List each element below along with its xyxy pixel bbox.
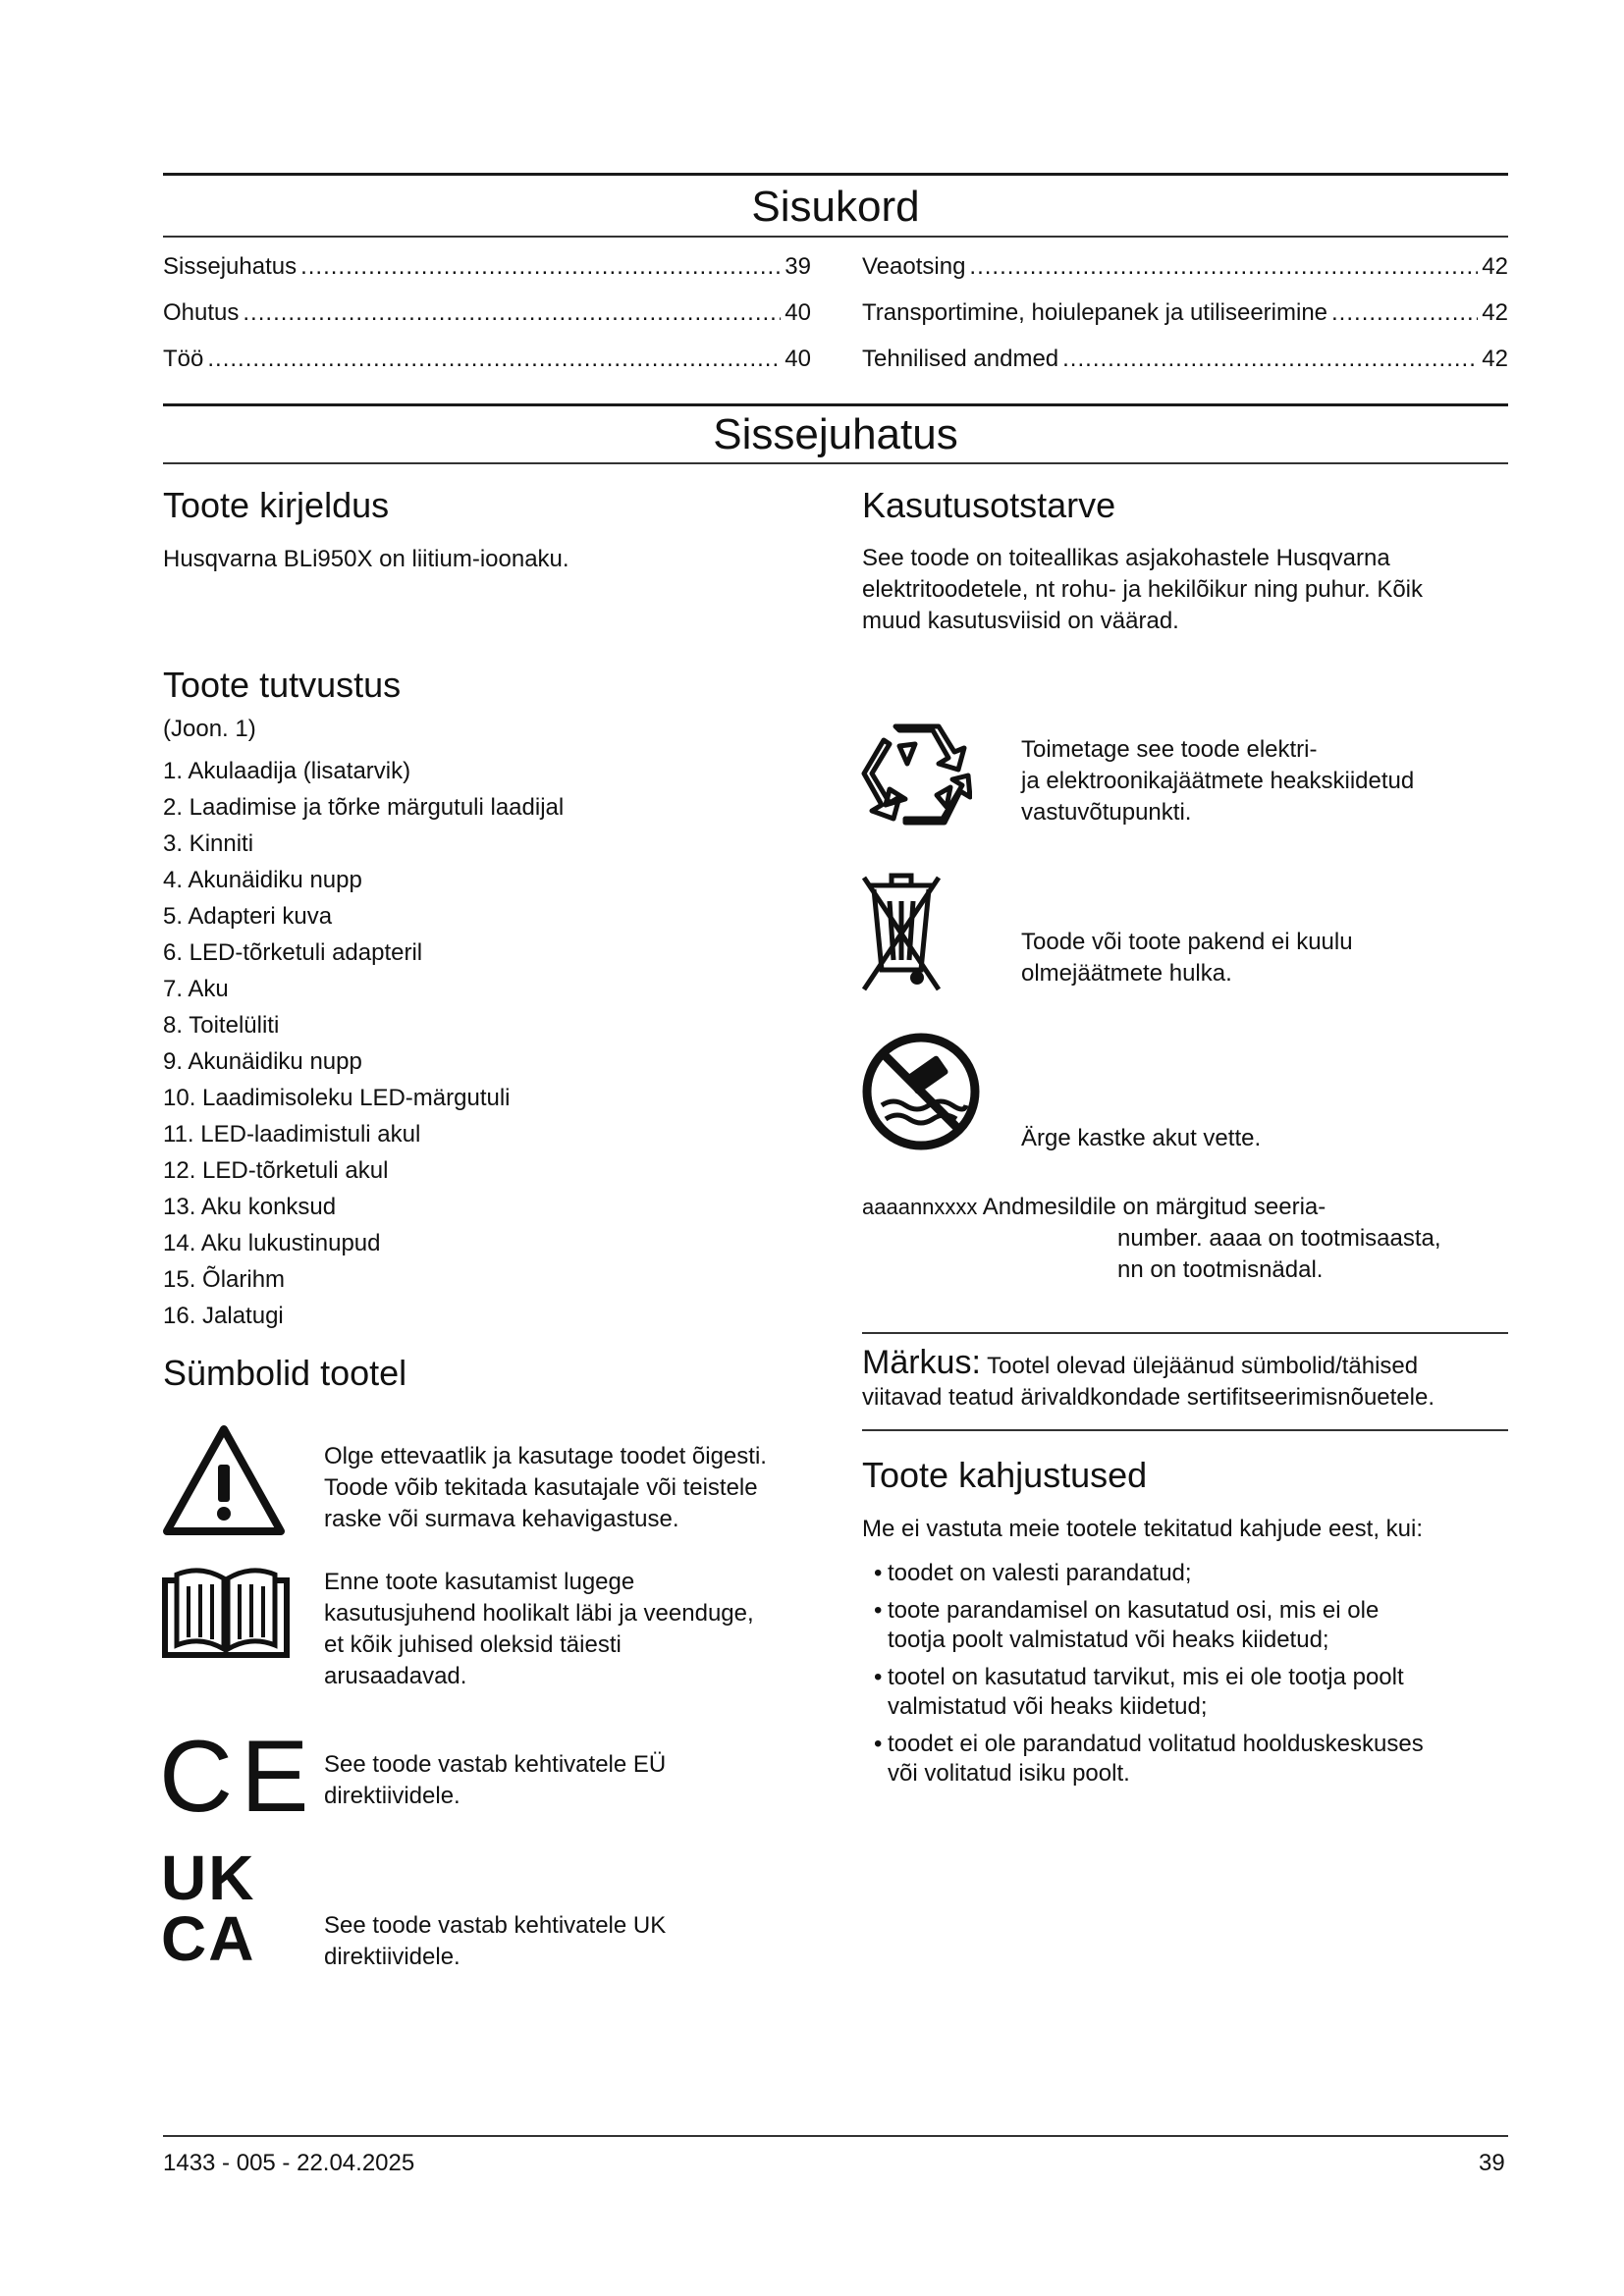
note-box (862, 1344, 1510, 1414)
crossed-out-bin-icon (860, 868, 943, 1000)
document-id: 1433 - 005 - 22.04.2025 (163, 2150, 415, 2176)
toc-entry-page: 42 (1482, 299, 1508, 326)
toc-entry-page: 42 (1482, 346, 1508, 372)
ce-symbol-text (324, 1749, 666, 1812)
toc-entry-label: Ohutus (163, 299, 240, 326)
toc-entry-label: Töö (163, 346, 204, 372)
toc-entry[interactable] (862, 342, 1508, 373)
ukca-mark-icon (161, 1842, 256, 1974)
list-item: • toote parandamisel on kasutatud osi, mis ei ole tootja poolt valmistatud või heaks kiidetud; (874, 1597, 1380, 1653)
toc-entry-label: Veaotsing (862, 253, 966, 280)
serial-info (862, 1192, 1441, 1286)
note-text-2: viitavad teatud ärivaldkondade sertifitseerimisnõuetele. (862, 1384, 1435, 1411)
toc-leader-dots (1331, 299, 1478, 327)
list-item: 12. LED-tõrketuli akul (163, 1157, 389, 1184)
recycle-line: Toimetage see toode elektri- (1021, 736, 1318, 763)
manual-symbol-text (324, 1567, 754, 1692)
ce-mark-icon: CE (159, 1720, 317, 1834)
product-parts-list (163, 753, 564, 1334)
note-label: Märkus: (862, 1344, 981, 1381)
no-water-text: Ärge kastke akut vette. (1021, 1125, 1262, 1151)
warning-triangle-icon (161, 1423, 287, 1542)
note-bottom-rule (862, 1429, 1508, 1431)
intro-top-rule (163, 403, 1508, 406)
serial-line-3: nn on tootmisnädal. (1117, 1256, 1324, 1283)
read-manual-icon (161, 1565, 291, 1664)
recycle-symbol-text (1021, 734, 1414, 828)
list-item: 4. Akunäidiku nupp (163, 867, 362, 893)
product-overview-heading: Toote tutvustus (163, 665, 402, 705)
toc-entry-page: 42 (1482, 253, 1508, 280)
note-text-1: Tootel olevad ülejäänud sümbolid/tähised (987, 1353, 1419, 1379)
list-item: 1. Akulaadija (lisatarvik) (163, 758, 411, 784)
list-item: 15. Õlarihm (163, 1266, 286, 1293)
toc-bottom-rule (163, 236, 1508, 238)
list-item: 3. Kinniti (163, 830, 254, 857)
ukca-symbol-text (324, 1910, 666, 1973)
toc-entry-label: Sissejuhatus (163, 253, 298, 280)
manual-line: kasutusjuhend hoolikalt läbi ja veenduge, (324, 1600, 754, 1627)
product-description-text: Husqvarna BLi950X on liitium-ioonaku. (163, 546, 569, 572)
serial-code: aaaannxxxx (862, 1195, 978, 1219)
serial-line-1: Andmesildile on märgitud seeria- (982, 1194, 1326, 1220)
footer-rule (163, 2135, 1508, 2137)
list-item: 16. Jalatugi (163, 1303, 284, 1329)
toc-entry[interactable] (862, 249, 1508, 281)
list-item: 13. Aku konksud (163, 1194, 337, 1220)
intro-bottom-rule (163, 462, 1508, 464)
warning-line: Toode võib tekitada kasutajale või teistele (324, 1474, 758, 1501)
ukca-line: direktiividele. (324, 1944, 460, 1970)
toc-entry[interactable] (163, 342, 811, 373)
list-item: 14. Aku lukustinupud (163, 1230, 381, 1256)
toc-entry-page: 40 (785, 299, 811, 326)
intended-use-line: elektritoodetele, nt rohu- ja hekilõikur ning puhur. Kõik (862, 576, 1424, 603)
list-item: 10. Laadimisoleku LED-märgutuli (163, 1085, 511, 1111)
intro-title: Sissejuhatus (713, 410, 958, 458)
warning-line: Olge ettevaatlik ja kasutage toodet õigesti. (324, 1443, 767, 1469)
ukca-letters-bottom: CA (161, 1903, 256, 1974)
ce-line: direktiividele. (324, 1783, 460, 1809)
no-submerge-icon (860, 1031, 982, 1157)
list-item: 6. LED-tõrketuli adapteril (163, 939, 423, 966)
warning-line: raske või surmava kehavigastuse. (324, 1506, 679, 1532)
list-item: 5. Adapteri kuva (163, 903, 333, 930)
manual-line: Enne toote kasutamist lugege (324, 1569, 635, 1595)
toc-leader-dots (300, 253, 781, 281)
toc-entry-page: 39 (785, 253, 811, 280)
list-item: 7. Aku (163, 976, 229, 1002)
toc-top-rule (163, 173, 1508, 176)
intended-use-heading: Kasutusotstarve (862, 485, 1116, 525)
recycle-line: ja elektroonikajäätmete heakskiidetud (1021, 768, 1415, 794)
weee-line: olmejäätmete hulka. (1021, 960, 1232, 987)
list-item: 11. LED-laadimistuli akul (163, 1121, 421, 1148)
toc-entry[interactable] (862, 295, 1508, 327)
list-item: • toodet on valesti parandatud; (874, 1560, 1192, 1586)
manual-line: arusaadavad. (324, 1663, 467, 1689)
intended-use-text (862, 543, 1500, 637)
weee-symbol-text (1021, 927, 1353, 989)
toc-leader-dots (243, 299, 781, 327)
toc-entry[interactable] (163, 249, 811, 281)
intended-use-line: See toode on toiteallikas asjakohastele Husqvarna (862, 545, 1390, 571)
list-item: 8. Toitelüliti (163, 1012, 280, 1039)
toc-leader-dots (207, 346, 781, 373)
list-item: • tootel on kasutatud tarvikut, mis ei ole tootja poolt valmistatud või heaks kiidetud; (874, 1664, 1404, 1720)
toc-leader-dots (1062, 346, 1478, 373)
list-item: • toodet ei ole parandatud volitatud hoolduskeskuses või volitatud isiku poolt. (874, 1731, 1424, 1787)
product-damage-heading: Toote kahjustused (862, 1455, 1148, 1495)
ukca-line: See toode vastab kehtivatele UK (324, 1912, 667, 1939)
toc-leader-dots (969, 253, 1478, 281)
product-symbols-heading: Sümbolid tootel (163, 1353, 407, 1393)
warning-symbol-text (324, 1441, 767, 1535)
ce-line: See toode vastab kehtivatele EÜ (324, 1751, 667, 1778)
ukca-letters-top: UK (161, 1842, 256, 1913)
damage-intro: Me ei vastuta meie tootele tekitatud kahjude eest, kui: (862, 1516, 1423, 1542)
recycle-icon (860, 721, 972, 833)
product-description-heading: Toote kirjeldus (163, 485, 390, 525)
manual-line: et kõik juhised oleksid täiesti (324, 1631, 622, 1658)
toc-entry-label: Tehnilised andmed (862, 346, 1059, 372)
toc-entry[interactable] (163, 295, 811, 327)
note-top-rule (862, 1332, 1508, 1334)
figure-reference: (Joon. 1) (163, 716, 256, 742)
intended-use-line: muud kasutusviisid on väärad. (862, 608, 1179, 634)
list-item: 9. Akunäidiku nupp (163, 1048, 362, 1075)
list-item: 2. Laadimise ja tõrke märgutuli laadijal (163, 794, 565, 821)
toc-entry-page: 40 (785, 346, 811, 372)
weee-line: Toode või toote pakend ei kuulu (1021, 929, 1353, 955)
page-number: 39 (1479, 2150, 1505, 2176)
toc-entry-label: Transportimine, hoiulepanek ja utiliseerimine (862, 299, 1328, 326)
toc-title: Sisukord (751, 183, 920, 231)
damage-conditions-list (862, 1559, 1510, 1796)
serial-line-2: number. aaaa on tootmisaasta, (1117, 1225, 1441, 1252)
recycle-line: vastuvõtupunkti. (1021, 799, 1192, 826)
